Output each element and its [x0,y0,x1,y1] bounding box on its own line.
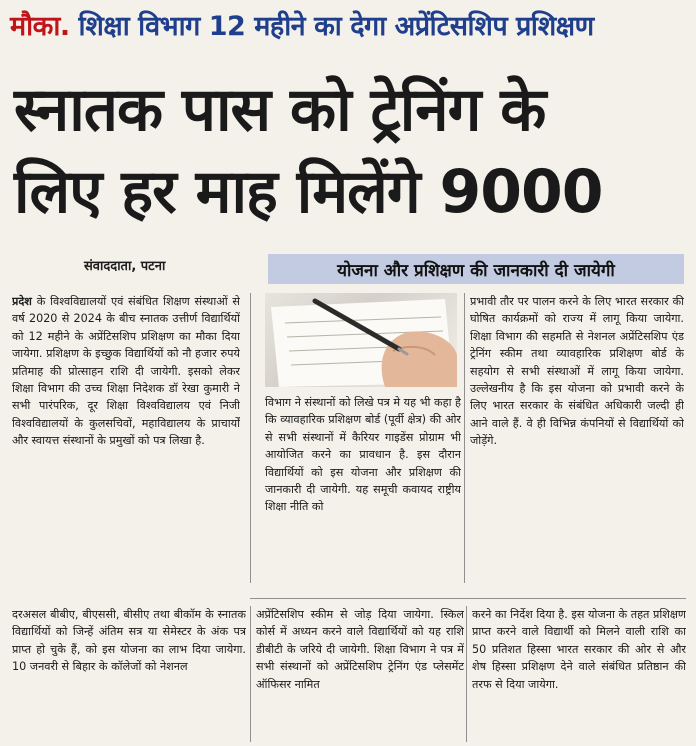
article-lead-word: प्रदेश [12,295,32,308]
headline-line-2: लिए हर माह मिलेंगे 9000 [14,157,603,227]
headline-line-1: स्नातक पास को ट्रेनिंग के [14,75,546,145]
section-banner: योजना और प्रशिक्षण की जानकारी दी जायेगी [268,254,684,284]
article-column-1 [12,293,240,597]
article-column-1-text: के विश्वविद्यालयों एवं संबंधित शिक्षण संस्थाओं से वर्ष 2020 से 2024 के बीच स्नातक उत्तीर्ण विद्यार्थियों को 12 महीने के अप्रेंटिसशिप प्रशिक्षण का मौका दिया जायेगा. प्रशिक्षण के इच्छुक विद्यार्थियों को नौ हजार रुपये प्रतिमाह की प्रोत्साहन राशि दी जायेगी. इसको लेकर शिक्षा विभाग की उच्च शिक्षा निदेशक डॉ रेखा कुमारी ने सभी पारंपरिक, दूर शिक्षा विश्वविद्यालय एवं निजी विश्वविद्यालयों के कुलसचिवों, महाविद्यालय के प्राचार्यों और स्वायत्त संस्थानों के प्रमुखों को पत्र लिखा है. [12,295,240,448]
article-photo [265,293,457,387]
article-column-2: विभाग ने संस्थानों को लिखे पत्र मे यह भी कहा है कि व्यावहारिक प्रशिक्षण बोर्ड (पूर्वी क्षेत्र) की ओर से सभी संस्थानों में कैरियर गाइडेंस प्रोग्राम भी आयोजित करने का प्रावधान है. इस दौरान विद्यार्थियों को इस योजना और प्रशिक्षण की जानकारी दी जायेगी. यह समूची कवायद राष्ट्रीय शिक्षा नीति को [265,396,461,514]
kicker-tag: मौका [10,11,60,42]
column-divider [250,293,251,583]
kicker-line [10,6,690,50]
column-divider [466,606,467,742]
article-bottom-column-2: अप्रेंटिसशिप स्कीम से जोड़ दिया जायेगा. स्किल कोर्स में अध्यन करने वाले विद्यार्थियों को यह राशि डीबीटी के जरिये दी जायेगी. शिक्षा विभाग ने पत्र में सभी संस्थानों को अप्रेंटिसशिप ट्रेनिंग एंड प्लेसमेंट ऑफिसर नामित [256,608,464,691]
article-bottom-column-1: दरअसल बीबीए, बीएससी, बीसीए तथा बीकॉम के स्नातक विद्यार्थियों को जिन्हें अंतिम सत्र या सेमेस्टर के अंक पत्र प्राप्त हो चुके हैं, को इस योजना का लाभ दिया जायेगा. 10 जनवरी से बिहार के कॉलेजों को नेशनल [12,608,246,674]
hand-writing-icon [265,293,457,387]
column-divider [464,293,465,583]
article-bottom-column-3: करने का निर्देश दिया है. इस योजना के तहत प्रशिक्षण प्राप्त करने वाले विद्यार्थी को मिलने वाली राशि का 50 प्रतिशत हिस्सा भारत सरकार की ओर से और शेष हिस्सा प्रशिक्षण देने वाले संबंधित प्रतिष्ठान की तरफ से दिया जायेगा. [472,608,686,691]
byline: संवाददाता, पटना [84,259,166,274]
kicker-dot: . [59,11,70,42]
section-rule [250,598,686,599]
article-column-3: प्रभावी तौर पर पालन करने के लिए भारत सरकार की घोषित कार्यक्रमों को राज्य में लागू किया जायेगा. शिक्षा विभाग की सहमति से नेशनल अप्रेंटिसशिप एंड ट्रेनिंग स्कीम तथा व्यावहारिक प्रशिक्षण बोर्ड के सहयोग से सभी संस्थाओं में लागू किया जायेगा. उल्लेखनीय है कि इस योजना को प्रभावी करने के लिए भारत सरकार के संबंधित अधिकारी जल्दी ही आने वाले हैं. वे ही विभिन्न कंपनियों से विद्यार्थियों को जोड़ेंगे. [470,295,684,448]
column-divider [250,606,251,742]
kicker-subtitle: शिक्षा विभाग 12 महीने का देगा अप्रेंटिसशिप प्रशिक्षण [78,11,594,42]
